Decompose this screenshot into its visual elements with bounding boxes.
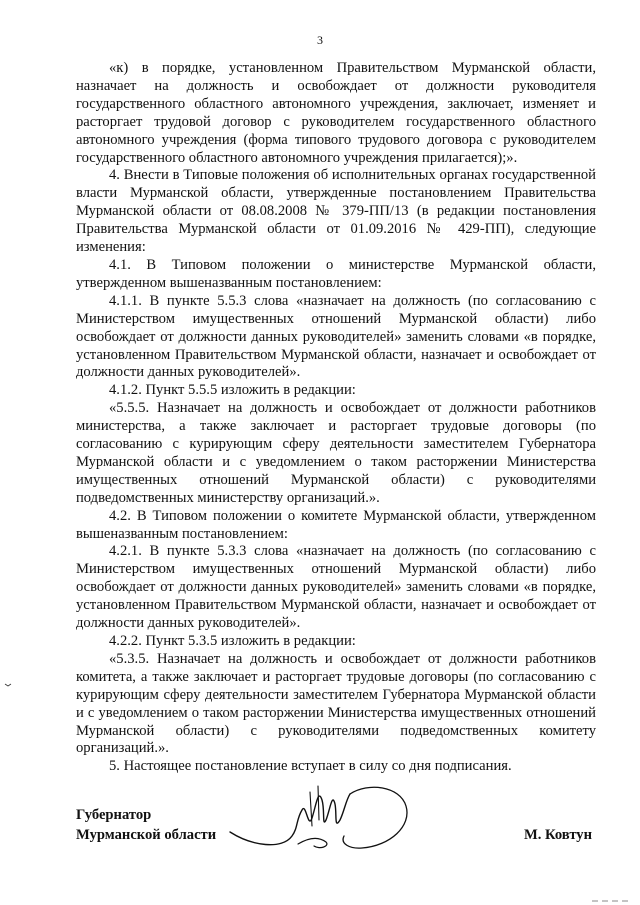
paragraph-4-1-2: 4.1.2. Пункт 5.5.5 изложить в редакции: <box>109 382 356 399</box>
signature-block <box>76 806 596 866</box>
paragraph-4-1-1: 4.1.1. В пункте 5.5.3 слова «назначает на должность (по согласованию с Министерством имущественных отношений Мурманской области) либо освобождает от должности данных руководителей» заменить словами «в порядке, установленном Правительством Мурманской области, назначает и освобождает от должности данных руководителей». <box>76 292 596 381</box>
signer-title-line-2: Мурманской области <box>76 827 217 843</box>
paragraph-5-3-5: «5.3.5. Назначает на должность и освобождает от должности работников комитета, а также заключает и расторгает трудовые договоры (по согласованию с курирующим сферу деятельности заместителем Губернатора Мурманской области и с уведомлением о таком расторжении Министерства имущественных отношений Мурманской области) с руководителями подведомственных комитету организаций.». <box>76 650 596 757</box>
paragraph-4-2-2: 4.2.2. Пункт 5.3.5 изложить в редакции: <box>109 633 356 649</box>
paragraph-4-2: 4.2. В Типовом положении о комитете Мурманской области, утвержденном вышеназванным постановлением: <box>76 507 596 542</box>
paragraph-4: 4. Внести в Типовые положения об исполнительных органах государственной власти Мурманской области, утвержденные постановлением Правительства Мурманской области от 08.08.2008 № 379-ПП/13 (в редакции постановления Правительства Мурманской области от 01.09.2016 № 429-ПП), следующие изменения: <box>76 167 596 256</box>
page-number: 3 <box>317 33 323 47</box>
paragraph-5: 5. Настоящее постановление вступает в силу со дня подписания. <box>109 758 512 775</box>
paragraph-k: «к) в порядке, установленном Правительством Мурманской области, назначает на должность и освобождает от должности руководителя государственного областного автономного учреждения, заключает, изменяет и расторгает трудовой договор с руководителем государственного областного автономного учреждения (форма типового трудового договора с руководителем государственного областного автономного учреждения прилагается);». <box>76 60 596 166</box>
paragraph-4-2-1: 4.2.1. В пункте 5.3.3 слова «назначает на должность (по согласованию с Министерством имущественных отношений Мурманской области) либо освобождает от должности данных руководителей» заменить словами «в порядке, установленном Правительством Мурманской области, назначает и освобождает от должности данных руководителей». <box>76 543 596 632</box>
paragraph-5-5-5: «5.5.5. Назначает на должность и освобождает от должности работников министерства, а также заключает и расторгает трудовые договоры (по согласованию с курирующим сферу деятельности заместителем Губернатора Мурманской области и с уведомлением о таком расторжении Министерства имущественных отношений Мурманской области) с руководителями подведомственных министерству организаций.». <box>76 400 596 506</box>
document-body <box>76 60 596 776</box>
signer-title-line-1: Губернатор <box>76 807 152 823</box>
paragraph-4-1: 4.1. В Типовом положении о министерстве Мурманской области, утвержденном вышеназванным постановлением: <box>76 256 596 291</box>
bottom-edge-mark <box>590 899 630 903</box>
signer-name: М. Ковтун <box>523 827 592 843</box>
margin-tick-mark <box>4 683 12 687</box>
